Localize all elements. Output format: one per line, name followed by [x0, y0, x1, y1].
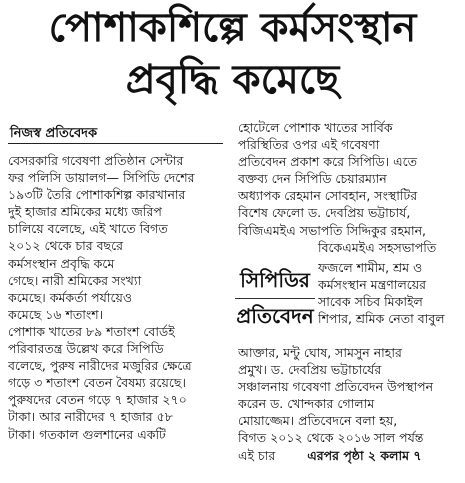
text-line: ১৯৩টি তৈরি পোশাকশিল্প কারখানার — [8, 187, 186, 203]
text-line: এই চার — [238, 447, 276, 463]
byline: নিজস্ব প্রতিবেদক — [10, 126, 98, 141]
text-line: চালিয়ে বলেছে, এই খাতে বিগত — [8, 221, 168, 237]
text-line: বলেছে, পুরুষ নারীদের মজুরির ক্ষেত্রে — [8, 358, 192, 374]
text-line: বক্তব্য দেন সিপিডি চেয়ারম্যান — [238, 171, 387, 187]
continuation-note: এরপর পৃষ্ঠা ২ কলাম ৭ — [307, 447, 422, 463]
text-line: সাবেক সচিব মিকাইল — [318, 294, 423, 310]
text-line: করেন ড. খোন্দকার গোলাম — [238, 396, 375, 412]
text-line: টাকা। আর নারীদের ৭ হাজার ৫৮ — [8, 409, 173, 425]
text-line: বেসরকারি গবেষণা প্রতিষ্ঠান সেন্টার — [8, 153, 184, 168]
article-right-column-bottom — [238, 344, 458, 464]
text-line: কর্মসংস্থান মন্ত্রণালয়ের — [318, 277, 427, 293]
text-line: পরিবারতন্ত্র উল্লেখ করে সিপিডি — [8, 341, 164, 357]
text-line: ২০১২ থেকে চার বছরে — [8, 238, 124, 254]
pull-quote-line-1: সিপিডির — [240, 268, 310, 292]
text-line: গড়ে ৩ শতাংশ বেতন বৈষম্য রয়েছে। — [8, 375, 186, 391]
last-line — [238, 447, 458, 464]
text-line: পরিস্থিতির ওপর এই গবেষণা — [238, 137, 380, 153]
text-line: কমেছে ১৬ শতাংশ। — [8, 306, 104, 322]
text-line: টাকা। গতকাল গুলশানের একটি — [8, 426, 166, 442]
text-line: কমেছে। কর্মকর্তা পর্যায়েও — [8, 289, 133, 305]
headline — [0, 2, 465, 106]
text-line: পুরুষদের বেতন গড়ে ৭ হাজার ২৭০ — [8, 392, 187, 408]
article-right-column-top — [238, 119, 458, 256]
text-line: প্রমুখ। ড. দেবপ্রিয় ভট্টাচার্যের — [238, 362, 382, 378]
headline-line-2: প্রবৃদ্ধি কমেছে — [125, 57, 340, 103]
text-line: দুই হাজার শ্রমিকের মধ্যে জরিপ — [8, 204, 162, 220]
text-line: আক্তার, মন্টু ঘোষ, সামসুন নাহার — [238, 345, 402, 360]
text-line: অধ্যাপক রেহমান সোবহান, সংস্থাটির — [238, 188, 418, 204]
text-line: পোশাক খাতের ৮৯ শতাংশ বোর্ডই — [8, 323, 175, 339]
text-line: সঞ্চালনায় গবেষণা প্রতিবেদন উপস্থাপন — [238, 379, 434, 395]
headline-line-1: পোশাকশিল্পে কর্মসংস্থান — [48, 5, 417, 51]
text-line: বিকেএমইএ সহসভাপতি — [318, 239, 437, 255]
text-line: প্রতিবেদন প্রকাশ করে সিপিডি। এতে — [238, 154, 417, 170]
article-left-column — [8, 152, 222, 443]
text-line: বিশেষ ফেলো ড. দেবপ্রিয় ভট্টাচার্য, — [238, 205, 411, 221]
text-line: কর্মসংস্থান প্রবৃদ্ধি কমে — [8, 255, 115, 271]
article-right-column-wrap — [318, 259, 458, 327]
text-line: ফজলে শামীম, শ্রম ও — [318, 260, 423, 275]
text-line: মোয়াজ্জেম। প্রতিবেদনে বলা হয়, — [238, 413, 398, 429]
byline-divider — [8, 143, 223, 144]
pull-quote-box — [235, 262, 315, 334]
text-line: বিগত ২০১২ থেকে ২০১৬ সাল পর্যন্ত — [238, 430, 424, 446]
text-line: গেছে। নারী শ্রমিকের সংখ্যা — [8, 272, 142, 288]
text-line: হোটেলে পোশাক খাতের সার্বিক — [238, 120, 393, 135]
pull-quote-line-2: প্রতিবেদন — [236, 304, 314, 328]
text-line: বিজিএমইএ সভাপতি সিদ্দিকুর রহমান, — [238, 222, 427, 238]
pull-quote-divider — [235, 298, 315, 299]
text-line: ফর পলিসি ডায়ালগ— সিপিডি দেশের — [8, 170, 195, 186]
text-line: শিপার, শ্রমিক নেতা বাবুল — [318, 311, 445, 327]
